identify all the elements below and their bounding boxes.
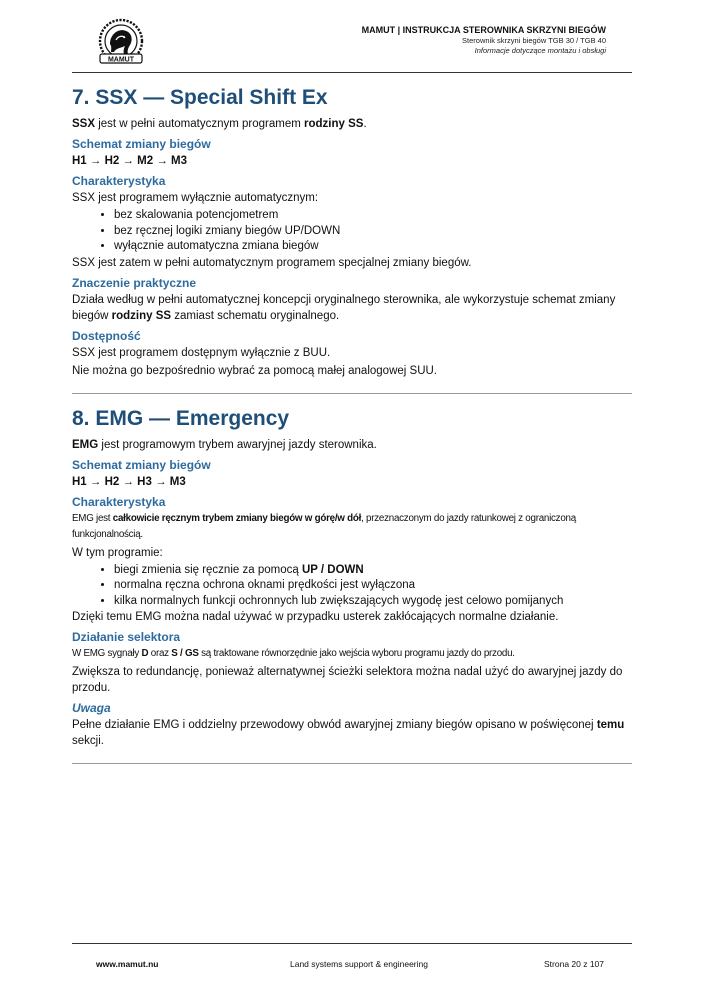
ssx-practical-heading: Znaczenie praktyczne	[72, 275, 197, 290]
emg-program-list	[72, 563, 632, 610]
ssx-char-list	[72, 208, 632, 255]
emg-selector-heading: Działanie selektora	[72, 630, 181, 644]
document-subtitle: Sterownik skrzyni biegów TGB 30 / TGB 40	[462, 36, 606, 45]
section-divider	[72, 393, 632, 394]
emg-note-text: Pełne działanie EMG i oddzielny przewodowy obwód awaryjnej zmiany biegów opisano w poświęconej temu sekcji.	[72, 719, 625, 747]
ssx-avail-2: Nie można go bezpośrednio wybrać za pomocą małej analogowej SUU.	[72, 364, 437, 377]
list-item: • bez ręcznej logiki zmiany biegów UP/DOWN	[114, 224, 632, 240]
ssx-char-outro: SSX jest zatem w pełni automatycznym programem specjalnej zmiany biegów.	[72, 256, 472, 269]
emg-program-outro: Dzięki temu EMG można nadal używać w przypadku usterek zakłócających normalne działanie.	[72, 611, 559, 623]
document-title: MAMUT | INSTRUKCJA STEROWNIKA SKRZYNI BIEGÓW	[361, 25, 606, 35]
footer-website: www.mamut.nu	[96, 959, 159, 969]
footer-rule	[72, 943, 632, 944]
ssx-char-heading: Charakterystyka	[72, 174, 166, 188]
header-rule	[72, 72, 632, 73]
emg-note-heading: Uwaga	[72, 701, 111, 715]
ssx-intro: SSX jest w pełni automatycznym programem rodziny SS.	[72, 118, 367, 130]
ssx-char-intro: SSX jest programem wyłącznie automatycznym:	[72, 192, 319, 204]
document-subtitle-2: Informacje dotyczące montażu i obsługi	[474, 46, 606, 55]
page-content	[72, 82, 632, 776]
list-item: • biegi zmienia się ręcznie za pomocą UP / DOWN	[114, 563, 632, 579]
list-item: • bez skalowania potencjometrem	[114, 208, 632, 224]
emg-selector-text: W EMG sygnały D oraz S / GS są traktowane równorzędnie jako wejścia wyboru programu jazdy do przodu.	[72, 648, 515, 659]
emg-selector-text-2: Zwiększa to redundancję, ponieważ alternatywnej ścieżki selektora można nadal użyć do awaryjnej jazdy do przodu.	[72, 666, 623, 694]
ssx-avail-1: SSX jest programem dostępnym wyłącznie z BUU.	[72, 346, 331, 359]
emg-program-intro: W tym programie:	[72, 546, 163, 559]
emg-intro: EMG jest programowym trybem awaryjnej jazdy sterownika.	[72, 438, 377, 451]
svg-text:MAMUT: MAMUT	[107, 56, 135, 64]
emg-shift-scheme: H1 → H2 → H3 → M3	[72, 475, 186, 488]
ssx-shift-heading: Schemat zmiany biegów	[72, 137, 211, 151]
list-item: • kilka normalnych funkcji ochronnych lub zwiększających wygodę jest celowo pomijanych	[114, 594, 632, 610]
mamut-logo	[94, 18, 148, 68]
page-header	[72, 14, 632, 72]
footer-page-number: Strona 20 z 107	[544, 959, 605, 969]
ssx-practical-text: Działa według w pełni automatycznej koncepcji oryginalnego sterownika, ale wykorzystuje schemat zmiany biegów rodziny SS zamiast schematu oryginalnego.	[72, 293, 616, 322]
section-divider	[72, 763, 632, 764]
section-heading-ssx: 7. SSX — Special Shift Ex	[72, 86, 328, 109]
emg-char-text: EMG jest całkowicie ręcznym trybem zmiany biegów w górę/w dół, przeznaczonym do jazdy ratunkowej z ograniczoną funkcjonalnością.	[72, 512, 576, 540]
list-item: • normalna ręczna ochrona oknami prędkości jest wyłączona	[114, 578, 632, 594]
ssx-avail-heading: Dostępność	[72, 328, 141, 343]
ssx-shift-scheme: H1 → H2 → M2 → M3	[72, 155, 188, 167]
emg-shift-heading: Schemat zmiany biegów	[72, 457, 211, 472]
list-item: • wyłącznie automatyczna zmiana biegów	[114, 239, 632, 255]
header-text	[362, 24, 606, 56]
emg-char-heading: Charakterystyka	[72, 494, 166, 509]
footer-tagline: Land systems support & engineering	[290, 959, 428, 969]
section-heading-emg: 8. EMG — Emergency	[72, 406, 290, 430]
